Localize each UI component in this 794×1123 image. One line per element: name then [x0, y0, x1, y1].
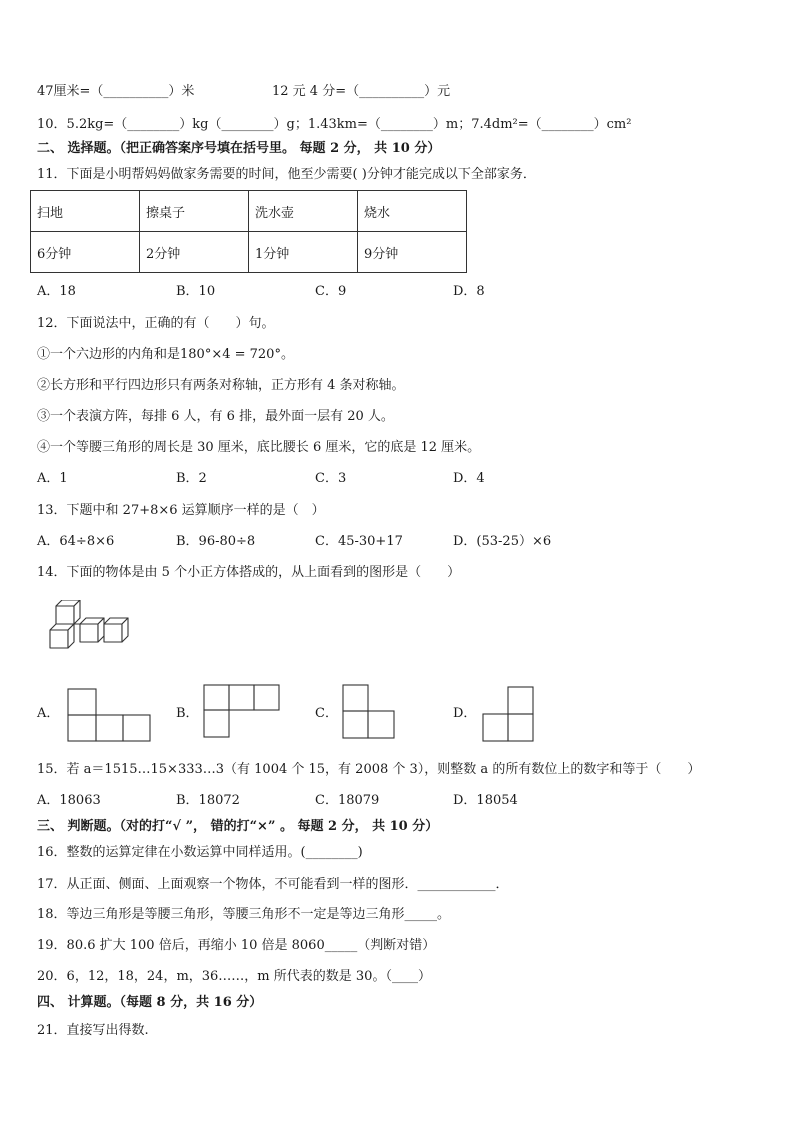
table-cell: 9分钟	[358, 232, 467, 273]
q13-option-d: D．(53-25）×6	[453, 534, 552, 549]
q12-stem: 12．下面说法中，正确的有（ ）句。	[37, 316, 275, 331]
q12-option-c: C．3	[315, 471, 347, 486]
q14-option-a: A．	[37, 706, 60, 721]
section-3-heading: 三、 判断题。（对的打“√ ”， 错的打“×” 。 每题 2 分， 共 10 分）	[37, 819, 439, 834]
q16: 16．整数的运算定律在小数运算中同样适用。(________)	[37, 845, 363, 860]
section-4-heading: 四、 计算题。（每题 8 分，共 16 分）	[37, 995, 263, 1010]
cube-figure	[44, 600, 136, 666]
q18: 18．等边三角形是等腰三角形，等腰三角形不一定是等边三角形_____。	[37, 907, 451, 922]
option-d-figure	[482, 686, 536, 743]
q14-option-b: B．	[176, 706, 199, 721]
q9-line-2: 12 元 4 分=（__________）元	[272, 84, 451, 99]
table-header-cell: 烧水	[358, 191, 467, 232]
q21: 21．直接写出得数.	[37, 1023, 149, 1038]
q12-item-2: ②长方形和平行四边形只有两条对称轴，正方形有 4 条对称轴。	[37, 378, 405, 393]
q13-option-a: A．64÷8×6	[37, 534, 115, 549]
q11-option-d: D．8	[453, 284, 485, 299]
q12-item-1: ①一个六边形的内角和是180°×4 = 720°。	[37, 347, 294, 362]
section-2-heading: 二、 选择题。（把正确答案序号填在括号里。 每题 2 分， 共 10 分）	[37, 141, 441, 156]
table-header-cell: 擦桌子	[140, 191, 249, 232]
q13-option-c: C．45-30+17	[315, 534, 403, 549]
q17: 17．从正面、侧面、上面观察一个物体，不可能看到一样的图形．____________．	[37, 877, 509, 892]
q13-option-b: B．96-80÷8	[176, 534, 256, 549]
q15-option-c: C．18079	[315, 793, 380, 808]
chores-table	[30, 190, 467, 273]
q12-item-3: ③一个表演方阵，每排 6 人，有 6 排，最外面一层有 20 人。	[37, 409, 394, 424]
q9-line-1: 47厘米=（__________）米	[37, 84, 195, 99]
q12-item-4: ④一个等腰三角形的周长是 30 厘米，底比腰长 6 厘米，它的底是 12 厘米。	[37, 440, 481, 455]
q15-stem: 15．若 a＝1515…15×333…3（有 1004 个 15，有 2008 个 3），则整数 a 的所有数位上的数字和等于（ ）	[37, 762, 701, 777]
option-a-figure	[67, 688, 152, 743]
q14-option-d: D．	[453, 706, 477, 721]
table-cell: 6分钟	[31, 232, 140, 273]
table-cell: 1分钟	[249, 232, 358, 273]
table-row	[31, 191, 467, 232]
q15-option-b: B．18072	[176, 793, 240, 808]
option-b-figure	[203, 684, 281, 739]
q14-stem: 14．下面的物体是由 5 个小正方体搭成的，从上面看到的图形是（ ）	[37, 565, 461, 580]
table-cell: 2分钟	[140, 232, 249, 273]
q19: 19．80.6 扩大 100 倍后，再缩小 10 倍是 8060_____（判断对错）	[37, 938, 436, 953]
table-header-cell: 洗水壶	[249, 191, 358, 232]
q13-stem: 13．下题中和 27+8×6 运算顺序一样的是（ ）	[37, 503, 325, 518]
q12-option-a: A．1	[37, 471, 68, 486]
q10: 10．5.2kg=（________）kg（________）g；1.43km=（________）m；7.4dm²=（________）cm²	[37, 117, 632, 132]
q11-option-b: B．10	[176, 284, 216, 299]
table-header-cell: 扫地	[31, 191, 140, 232]
q15-option-d: D．18054	[453, 793, 518, 808]
q11-stem: 11．下面是小明帮妈妈做家务需要的时间，他至少需要( )分钟才能完成以下全部家务．	[37, 167, 536, 182]
q20: 20．6，12，18，24，m，36……，m 所代表的数是 30。（____）	[37, 969, 431, 984]
q12-option-d: D．4	[453, 471, 485, 486]
q11-option-a: A．18	[37, 284, 76, 299]
table-row	[31, 232, 467, 273]
q12-option-b: B．2	[176, 471, 207, 486]
q15-option-a: A．18063	[37, 793, 101, 808]
q14-option-c: C．	[315, 706, 338, 721]
q11-option-c: C．9	[315, 284, 347, 299]
option-c-figure	[342, 684, 398, 740]
